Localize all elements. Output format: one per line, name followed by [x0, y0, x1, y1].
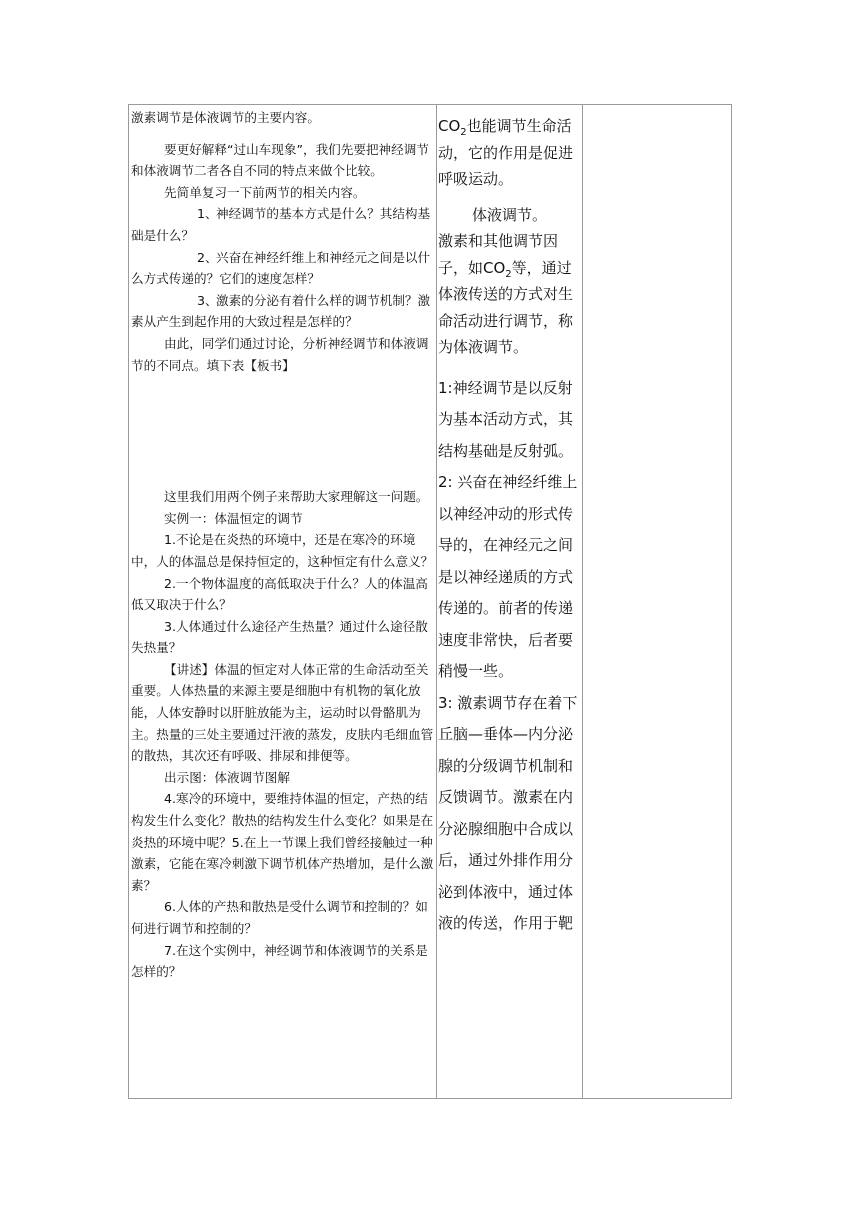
- question-7: 7.在这个实例中，神经调节和体液调节的关系是怎样的？: [131, 942, 428, 980]
- intro-line: 激素调节是体液调节的主要内容。: [131, 110, 320, 125]
- question-1: 1.不论是在炎热的环境中，还是在寒冷的环境中，人的体温总是保持恒定的，这种恒定有什么意义？: [131, 532, 434, 569]
- humoral-regulation-definition: 激素和其他调节因子，如$CO_2$等，通过体液传送的方式对生命活动进行调节，称为体液调节。: [438, 232, 574, 356]
- answer-2: 2: 兴奋在神经纤维上以神经冲动的形式传导的，在神经元之间是以神经递质的方式传递的。前者的传递速度非常快，后者要稍慢一些。: [438, 473, 578, 680]
- review-question-3: 3、激素的分泌有着什么样的调节机制？激素从产生到起作用的大致过程是怎样的？: [131, 292, 431, 330]
- answer-column: [438, 113, 581, 940]
- review-question-2: 2、兴奋在神经纤维上和神经元之间是以什么方式传递的？它们的速度怎样？: [131, 249, 431, 287]
- answer-3: 3: 激素调节存在着下丘脑—垂体—内分泌腺的分级调节机制和反馈调节。激素在内分泌腺细胞中合成以后，通过外排作用分泌到体液中，通过体液的传送，作用于靶: [438, 693, 578, 932]
- column-divider-1: [436, 105, 437, 1098]
- question-4-5: 4.寒冷的环境中，要维持体温的恒定，产热的结构发生什么变化？散热的结构发生什么变化？如果是在炎热的环境中呢？5.在上一节课上我们曾经接触过一种激素，它能在寒冷刺激下调节机体产热增加，是什么激素？: [131, 791, 434, 893]
- lesson-table: [128, 104, 732, 1099]
- example-title: 实例一：体温恒定的调节: [164, 510, 303, 526]
- figure-note: 出示图：体液调节图解: [164, 769, 290, 785]
- example-intro: 这里我们用两个例子来帮助大家理解这一问题。: [164, 489, 429, 505]
- question-3: 3.人体通过什么途径产生热量？通过什么途径散失热量？: [131, 618, 428, 656]
- question-2: 2.一个物体温度的高低取决于什么？人的体温高低又取决于什么？: [131, 575, 428, 613]
- humoral-regulation-term: 体液调节。: [472, 205, 548, 224]
- question-6: 6.人体的产热和散热是受什么调节和控制的？如何进行调节和控制的？: [131, 899, 428, 936]
- co2-answer: $CO_2$也能调节生命活动，它的作用是促进呼吸运动。: [438, 117, 574, 188]
- answer-1: 1:神经调节是以反射为基本活动方式，其结构基础是反射弧。: [438, 378, 574, 460]
- comparison-paragraph: 要更好解释“过山车现象”，我们先要把神经调节和体液调节二者各自不同的特点来做个比较。: [131, 141, 429, 179]
- review-question-1: 1、神经调节的基本方式是什么？其结构基础是什么？: [131, 206, 431, 243]
- discussion-paragraph: 由此，同学们通过讨论，分析神经调节和体液调节的不同点。填下表【板书】: [131, 335, 429, 373]
- column-divider-2: [582, 105, 583, 1098]
- review-line: 先简单复习一下前两节的相关内容。: [164, 184, 366, 200]
- lecture-paragraph: 【讲述】体温的恒定对人体正常的生命活动至关重要。人体热量的来源主要是细胞中有机物的氧化放能，人体安静时以肝脏放能为主，运动时以骨骼肌为主。热量的三处主要通过汗液的蒸发，皮肤内毛细血管的散热，其次还有呼吸、排尿和排便等。: [131, 661, 434, 764]
- teaching-content-column: [131, 107, 435, 983]
